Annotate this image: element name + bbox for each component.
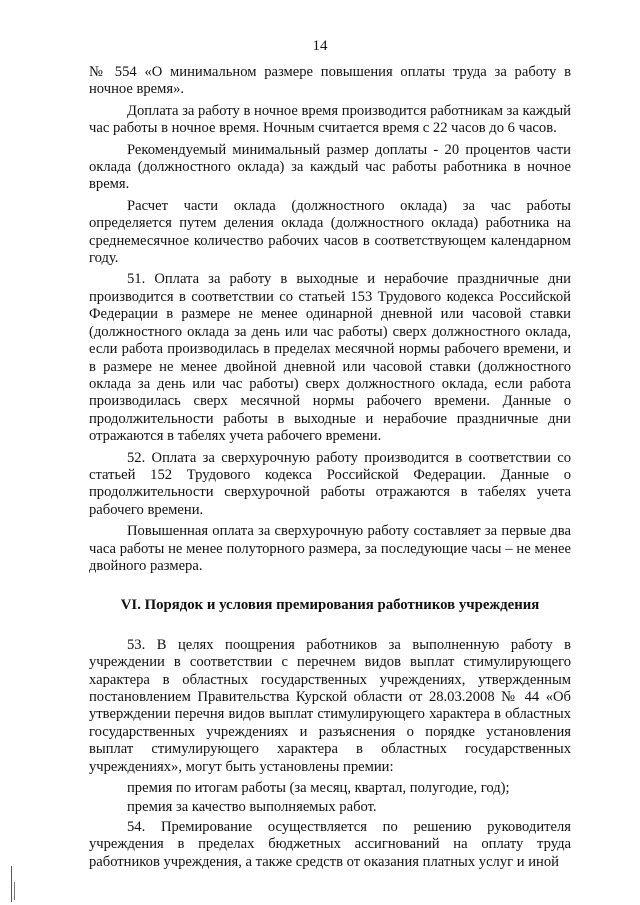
margin-line [11,866,12,902]
list-item-bonus-quality: премия за качество выполняемых работ. [127,799,377,816]
paragraph-overtime-rate: Повышенная оплата за сверхурочную работу составляет за первые два часа работы не менее полуторного размера, за последующие часы – не менее двойного размера. [89,523,571,574]
paragraph-52-overtime: 52. Оплата за сверхурочную работу производится в соответствии со статьей 152 Трудового кодекса Российской Федерации. Данные о продолжительности сверхурочной работы отражаются в табелях учета рабочего времени. [89,449,571,518]
paragraph-51-weekend-pay: 51. Оплата за работу в выходные и нерабочие праздничные дни производится в соответствии со статьей 153 Трудового кодекса Российской Федерации в размере не менее одинарной дневной или часовой ставки (должностного оклада за день или час работы) сверх должностного оклада, если работа производилась в пределах месячной нормы рабочего времени, и в размере не менее двойной дневной или часовой ставки (должностного оклада за день или час работы) сверх должностного оклада, если работа производилась сверх месячной нормы рабочего времени. Данные о продолжительности работы в выходные и нерабочие праздничные дни отражаются в табелях учета рабочего времени. [89,271,571,445]
paragraph-hourly-calculation: Расчет части оклада (должностного оклада) за час работы определяется путем деления оклада (должностного оклада) работника на среднемесячное количество рабочих часов в соответствующем календарном году. [89,197,571,267]
list-item-bonus-results: премия по итогам работы (за месяц, квартал, полугодие, год); [127,780,510,797]
paragraph-order-reference: № 554 «О минимальном размере повышения оплаты труда за работу в ночное время». [89,64,571,98]
section-heading: VI. Порядок и условия премирования работников учреждения [120,597,540,614]
paragraph-min-surcharge: Рекомендуемый минимальный размер доплаты - 20 процентов части оклада (должностного оклада) за каждый час работы работника в ночное время. [89,141,571,193]
paragraph-night-pay: Доплата за работу в ночное время производится работникам за каждый час работы в ночное время. Ночным считается время с 22 часов до 6 часов. [89,102,571,137]
document-body [89,64,571,875]
margin-line-secondary [14,882,15,900]
page-number: 14 [312,38,328,54]
paragraph-53-bonuses: 53. В целях поощрения работников за выполненную работу в учреждении в соответствии с перечнем видов выплат стимулирующего характера в областных государственных учреждениях, утвержденным постановлением Правительства Курской области от 28.03.2008 № 44 «Об утверждении перечня видов выплат стимулирующего характера в областных государственных учреждениях и разъяснения о порядке установления выплат стимулирующего характера в областных государственных учреждениях», могут быть установлены премии: [89,636,571,775]
paragraph-54-bonus-decision: 54. Премирование осуществляется по решению руководителя учреждения в пределах бюджетных ассигнований на оплату труда работников учреждения, а также средств от оказания платных услуг и иной [89,818,571,870]
